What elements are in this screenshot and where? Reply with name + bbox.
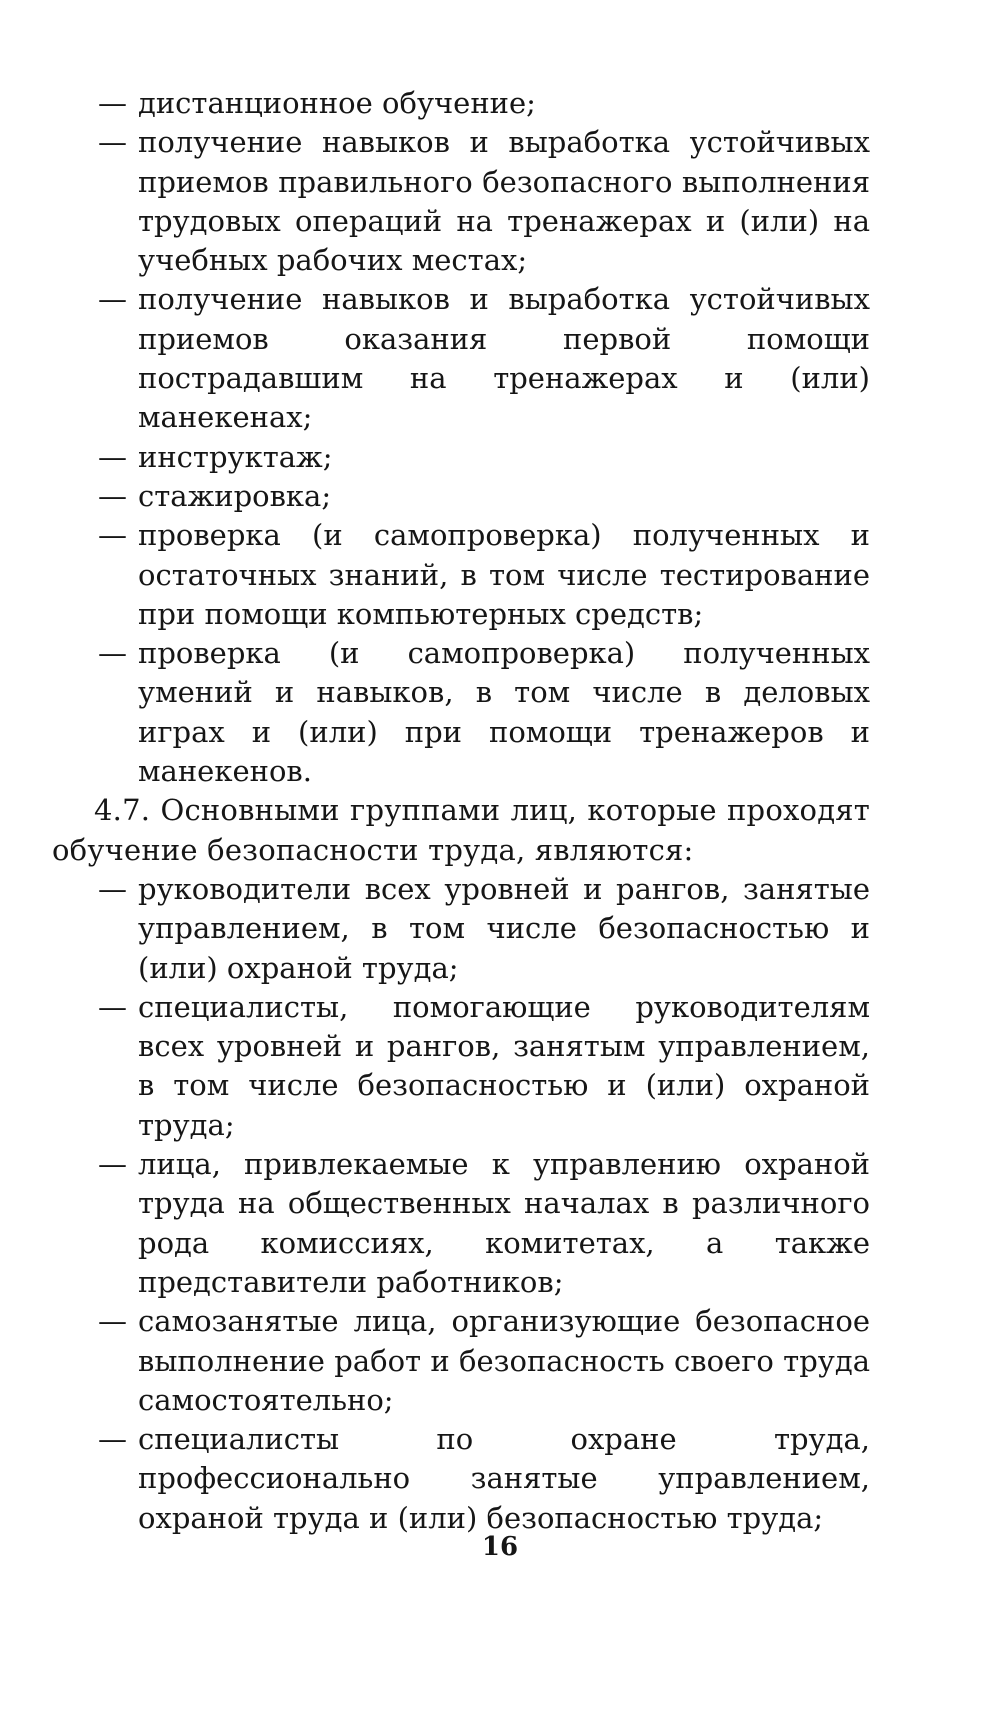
list-dash: —	[98, 636, 127, 671]
list-item	[52, 634, 870, 791]
list-item-text: получение навыков и выработка устойчивых приемов правильного безопасного выполнения трудовых операций на тренажерах и (или) на учебных рабочих местах;	[138, 125, 870, 278]
list-item	[52, 1145, 870, 1302]
list-dash: —	[98, 125, 127, 160]
list-item-text: специалисты по охране труда, профессионально занятые управлением, охраной труда и (или) безопасностью труда;	[138, 1422, 870, 1535]
list-dash: —	[98, 86, 127, 120]
list-item	[52, 438, 870, 477]
list-item	[52, 280, 870, 437]
list-dash: —	[98, 439, 127, 474]
list-item	[52, 1420, 870, 1538]
list-item	[52, 870, 870, 988]
page-number: 16	[481, 1532, 519, 1562]
list-dash: —	[98, 1147, 127, 1182]
list-dash: —	[98, 282, 127, 317]
list-item	[52, 123, 870, 280]
list-dash: —	[98, 518, 127, 553]
list-dash: —	[98, 1422, 127, 1457]
list-dash: —	[98, 989, 127, 1024]
list-item	[52, 1302, 870, 1420]
list-dash: —	[98, 871, 127, 906]
list-item	[52, 988, 870, 1145]
list-item-text: самозанятые лица, организующие безопасное выполнение работ и безопасность своего труда самостоятельно;	[138, 1304, 870, 1417]
list-item-text: лица, привлекаемые к управлению охраной труда на общественных началах в различного рода комиссиях, комитетах, а также представители работников;	[138, 1147, 870, 1299]
list-item	[52, 516, 870, 634]
list-item-text: руководители всех уровней и рангов, занятые управлением, в том числе безопасностью и (или) охраной труда;	[138, 871, 870, 985]
text-column	[52, 84, 870, 1538]
list-item	[52, 84, 870, 123]
list-item-text: специалисты, помогающие руководителям всех уровней и рангов, занятым управлением, в том числе безопасностью и (или) охраной труда;	[138, 989, 870, 1142]
list-dash: —	[98, 478, 127, 513]
section-paragraph: 4.7. Основными группами лиц, которые проходят обучение безопасности труда, являются:	[52, 793, 870, 867]
list-item-text: инструктаж;	[138, 439, 333, 474]
list-item-text: стажировка;	[138, 478, 332, 513]
list-item-text: проверка (и самопроверка) полученных умений и навыков, в том числе в деловых играх и (или) при помощи тренажеров и манекенов.	[138, 636, 870, 789]
list-item-text: дистанционное обучение;	[138, 86, 536, 120]
list-item-text: проверка (и самопроверка) полученных и остаточных знаний, в том числе тестирование при помощи компьютерных средств;	[138, 518, 870, 631]
list-item-text: получение навыков и выработка устойчивых приемов оказания первой помощи пострадавшим на тренажерах и (или) манекенах;	[138, 282, 870, 435]
list-item	[52, 477, 870, 516]
list-dash: —	[98, 1304, 127, 1339]
